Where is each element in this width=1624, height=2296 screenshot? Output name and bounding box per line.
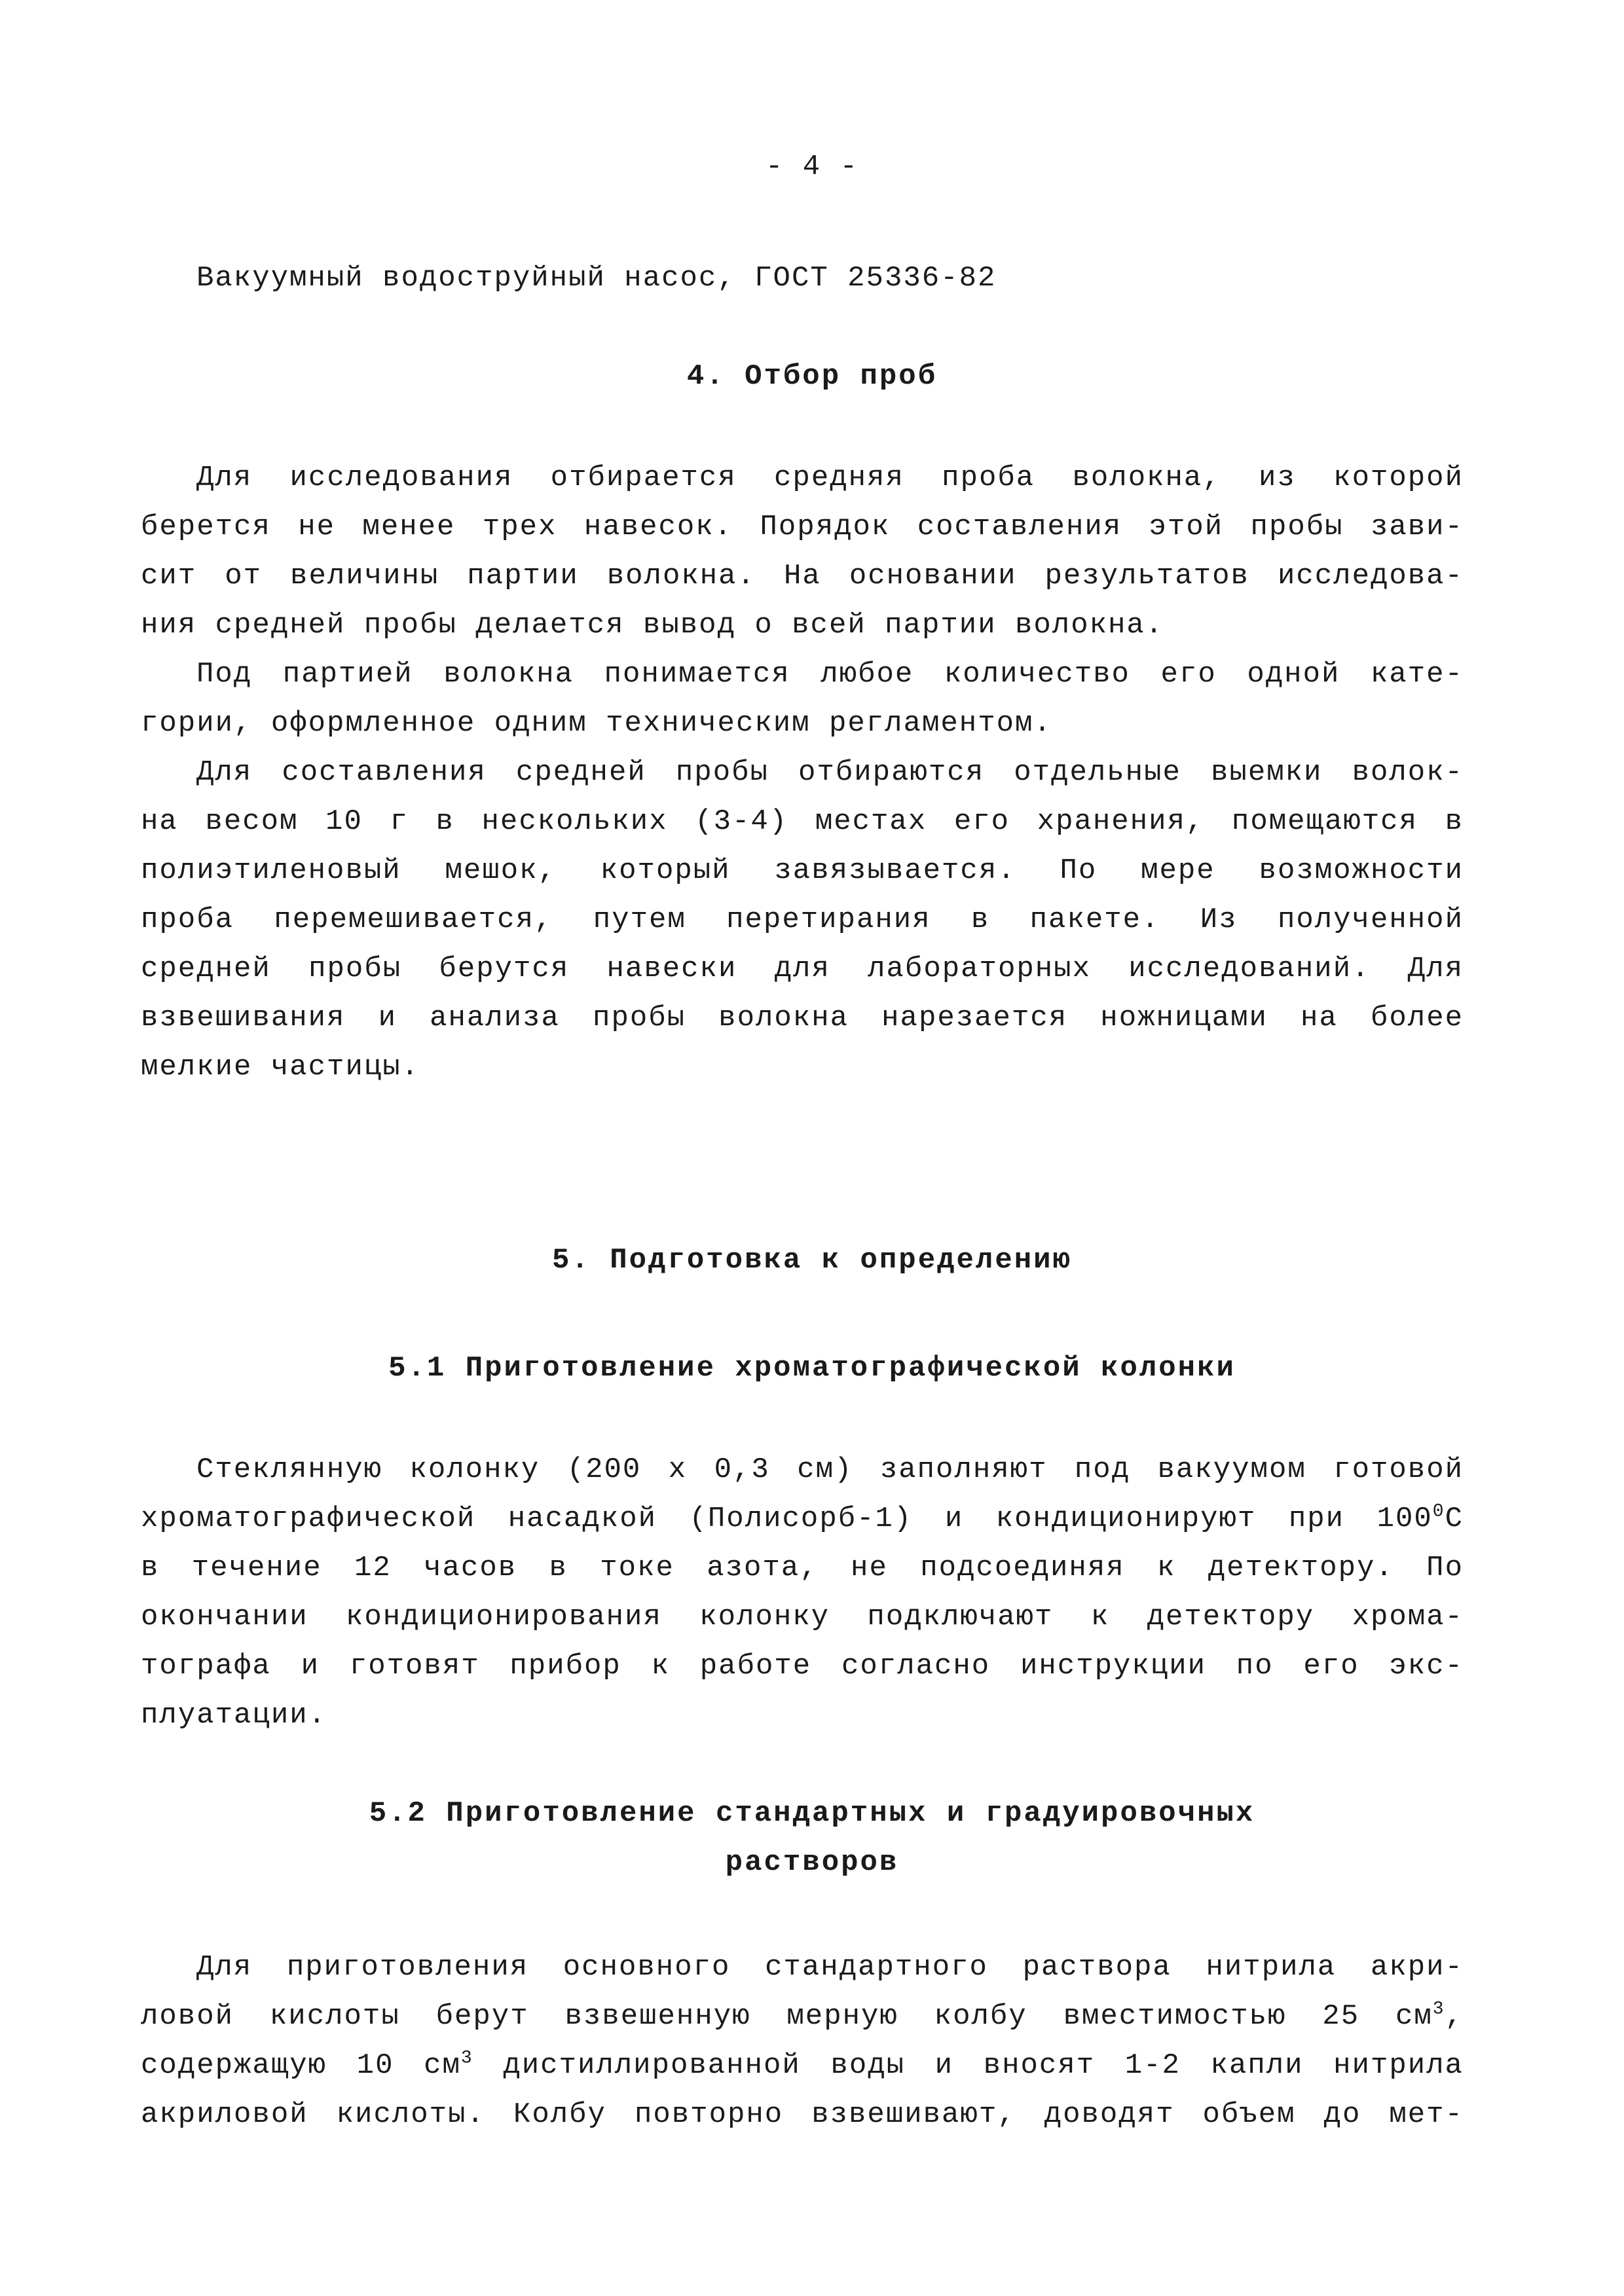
- text-run: ,: [1445, 2000, 1464, 2033]
- paragraph-line: Для приготовления основного стандартного раствора нитрила акри-: [196, 1951, 1464, 1984]
- paragraph-line: гории, оформленное одним техническим регламентом.: [141, 707, 1052, 740]
- paragraph-line: на весом 10 г в нескольких (3-4) местах его хранения, помещаются в: [141, 805, 1464, 838]
- paragraph-line: окончании кондиционирования колонку подключают к детектору хрома-: [141, 1601, 1464, 1633]
- equipment-line: Вакуумный водоструйный насос, ГОСТ 25336-82: [196, 262, 997, 295]
- paragraph-line: Под партией волокна понимается любое количество его одной кате-: [196, 658, 1464, 691]
- paragraph-line: Для составления средней пробы отбираются отдельные выемки волок-: [196, 756, 1464, 789]
- paragraph-line-with-superscript: [141, 1499, 1464, 1539]
- page-number: - 4 -: [765, 151, 859, 183]
- paragraph-line: взвешивания и анализа пробы волокна нарезается ножницами на более: [141, 1002, 1464, 1034]
- paragraph-line: мелкие частицы.: [141, 1051, 420, 1084]
- paragraph-line: ния средней пробы делается вывод о всей партии волокна.: [141, 609, 1164, 642]
- paragraph-line: средней пробы берутся навески для лабораторных исследований. Для: [141, 953, 1464, 985]
- text-run: С: [1445, 1503, 1464, 1535]
- section-5-2-heading-continued: растворов: [725, 1846, 899, 1879]
- paragraph-line: сит от величины партии волокна. На основании результатов исследова-: [141, 560, 1464, 592]
- section-4-heading: 4. Отбор проб: [686, 360, 938, 393]
- section-5-1-heading: 5.1 Приготовление хроматографической колонки: [388, 1352, 1236, 1385]
- cubic-superscript: 3: [460, 2048, 473, 2069]
- text-run: хроматографической насадкой (Полисорб-1) и кондиционируют при 100: [141, 1503, 1433, 1535]
- section-5-2-heading: 5.2 Приготовление стандартных и градуировочных: [369, 1797, 1255, 1830]
- paragraph-line: проба перемешивается, путем перетирания в пакете. Из полученной: [141, 903, 1464, 936]
- paragraph-line-with-superscript: [141, 1997, 1464, 2036]
- paragraph-line: берется не менее трех навесок. Порядок составления этой пробы зави-: [141, 511, 1464, 543]
- text-run: ловой кислоты берут взвешенную мерную колбу вместимостью 25 см: [141, 2000, 1433, 2033]
- paragraph-line: плуатации.: [141, 1699, 327, 1732]
- section-5-heading: 5. Подготовка к определению: [552, 1244, 1072, 1277]
- text-run: содержащую 10 см: [141, 2049, 461, 2082]
- paragraph-line: акриловой кислоты. Колбу повторно взвешивают, доводят объем до мет-: [141, 2098, 1464, 2131]
- cubic-superscript: 3: [1432, 1999, 1445, 2020]
- paragraph-line: Стеклянную колонку (200 х 0,3 см) заполняют под вакуумом готовой: [196, 1453, 1464, 1486]
- paragraph-line: полиэтиленовый мешок, который завязывается. По мере возможности: [141, 854, 1464, 887]
- text-run: дистиллированной воды и вносят 1-2 капли нитрила: [473, 2049, 1464, 2082]
- degree-superscript: 0: [1432, 1501, 1445, 1522]
- paragraph-line-with-superscript: [141, 2046, 1464, 2085]
- paragraph-line: тографа и готовят прибор к работе согласно инструкции по его экс-: [141, 1650, 1464, 1683]
- paragraph-line: Для исследования отбирается средняя проба волокна, из которой: [196, 462, 1464, 494]
- paragraph-line: в течение 12 часов в токе азота, не подсоединяя к детектору. По: [141, 1552, 1464, 1584]
